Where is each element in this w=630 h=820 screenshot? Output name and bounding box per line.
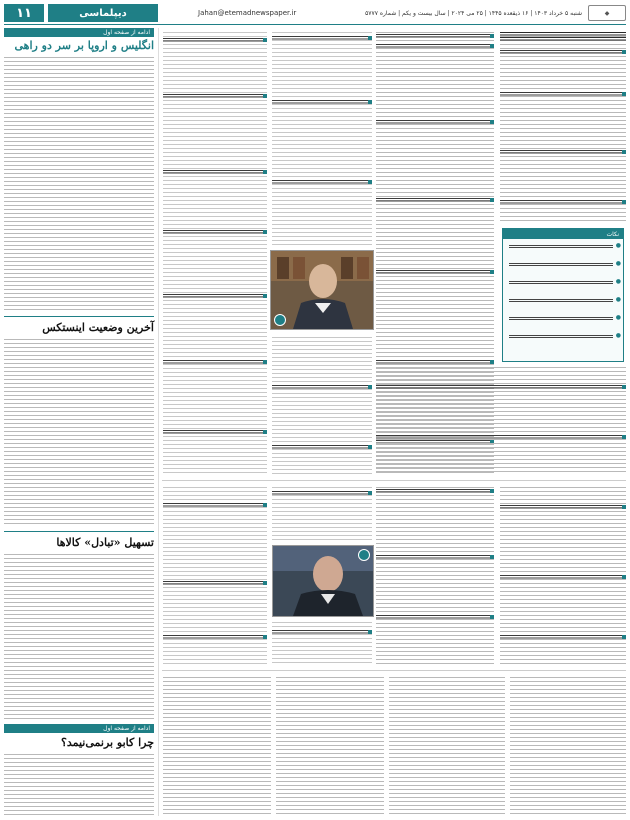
highlight-item — [509, 245, 613, 249]
interview-body — [163, 30, 267, 475]
question-line — [376, 615, 494, 620]
highlight-item — [509, 299, 613, 303]
interview-body — [376, 365, 626, 475]
question-line — [500, 505, 626, 510]
column-separator — [158, 28, 159, 816]
question-line — [163, 635, 267, 640]
camera-icon — [274, 314, 286, 326]
question-line — [376, 555, 494, 560]
divider — [4, 316, 154, 317]
question-line — [376, 44, 494, 49]
header-rule — [4, 24, 626, 25]
question-line — [272, 385, 372, 390]
question-line — [376, 489, 494, 494]
interview-body — [272, 30, 372, 245]
question-line — [500, 150, 626, 155]
interview-body — [163, 485, 267, 665]
question-line — [272, 180, 372, 185]
question-line — [376, 435, 626, 440]
lead-paragraph — [500, 32, 626, 42]
article-title: چرا کابو برنمی‌نیمد؟ — [61, 736, 154, 749]
page-header — [4, 4, 626, 22]
question-line — [163, 294, 267, 299]
article-title: تسهیل «تبادل» کالاها — [56, 536, 154, 549]
article-title: آخرین وضعیت اینستکس — [42, 321, 154, 334]
highlights-label: نکات — [503, 229, 623, 239]
question-line — [376, 270, 494, 275]
question-line — [163, 94, 267, 99]
question-line — [272, 445, 372, 450]
question-line — [272, 491, 372, 496]
article-body — [276, 675, 384, 815]
article-title: انگلیس و اروپا بر سر دو راهی — [14, 39, 154, 52]
highlight-item — [509, 263, 613, 267]
question-line — [376, 120, 494, 125]
continued-label: ادامه از صفحه اول — [4, 28, 154, 37]
question-line — [163, 360, 267, 365]
article-body — [510, 675, 626, 815]
question-line — [500, 635, 626, 640]
question-line — [500, 50, 626, 55]
question-line — [500, 200, 626, 205]
portrait-photo — [270, 250, 374, 330]
divider — [4, 531, 154, 532]
interview-body — [376, 485, 494, 665]
highlights-box — [502, 228, 624, 362]
question-line — [500, 92, 626, 97]
highlight-item — [509, 281, 613, 285]
article-body — [4, 337, 154, 527]
question-line — [376, 198, 494, 203]
section-separator — [162, 670, 626, 671]
question-line — [272, 36, 372, 41]
continued-label: ادامه از صفحه اول — [4, 724, 154, 733]
question-line — [163, 503, 267, 508]
question-line — [376, 34, 494, 39]
interview-intro — [500, 30, 626, 222]
interview-body — [272, 335, 372, 475]
question-line — [163, 581, 267, 586]
article-body — [4, 552, 154, 720]
left-column — [4, 28, 154, 816]
article-body — [4, 752, 154, 816]
question-line — [272, 630, 372, 635]
portrait-photo — [272, 545, 374, 617]
section-title: دیپلماسی — [48, 4, 158, 22]
page-number: ۱۱ — [4, 4, 44, 22]
highlight-item — [509, 317, 613, 321]
article-body — [163, 675, 271, 815]
question-line — [163, 38, 267, 43]
article-body — [4, 55, 154, 310]
portrait-photo-art — [271, 251, 373, 329]
newspaper-logo-icon: ◆ — [588, 5, 626, 21]
question-line — [376, 385, 626, 390]
article-body — [389, 675, 505, 815]
question-line — [163, 430, 267, 435]
interview-body — [272, 485, 372, 540]
interview-body — [272, 620, 372, 665]
section-separator — [162, 480, 626, 481]
highlight-item — [509, 335, 613, 339]
question-line — [163, 170, 267, 175]
section-email[interactable]: Jahan@etemadnewspaper.ir — [198, 9, 297, 17]
interview-body — [500, 485, 626, 665]
dateline: شنبه ۵ خرداد ۱۴۰۳ | ۱۶ ذیقعده ۱۴۴۵ | ۲۵ می ۲۰۲۴ | سال بیست و یکم | شماره ۵۷۷۷ — [365, 9, 582, 17]
question-line — [272, 100, 372, 105]
question-line — [163, 230, 267, 235]
question-line — [500, 575, 626, 580]
camera-icon — [358, 549, 370, 561]
